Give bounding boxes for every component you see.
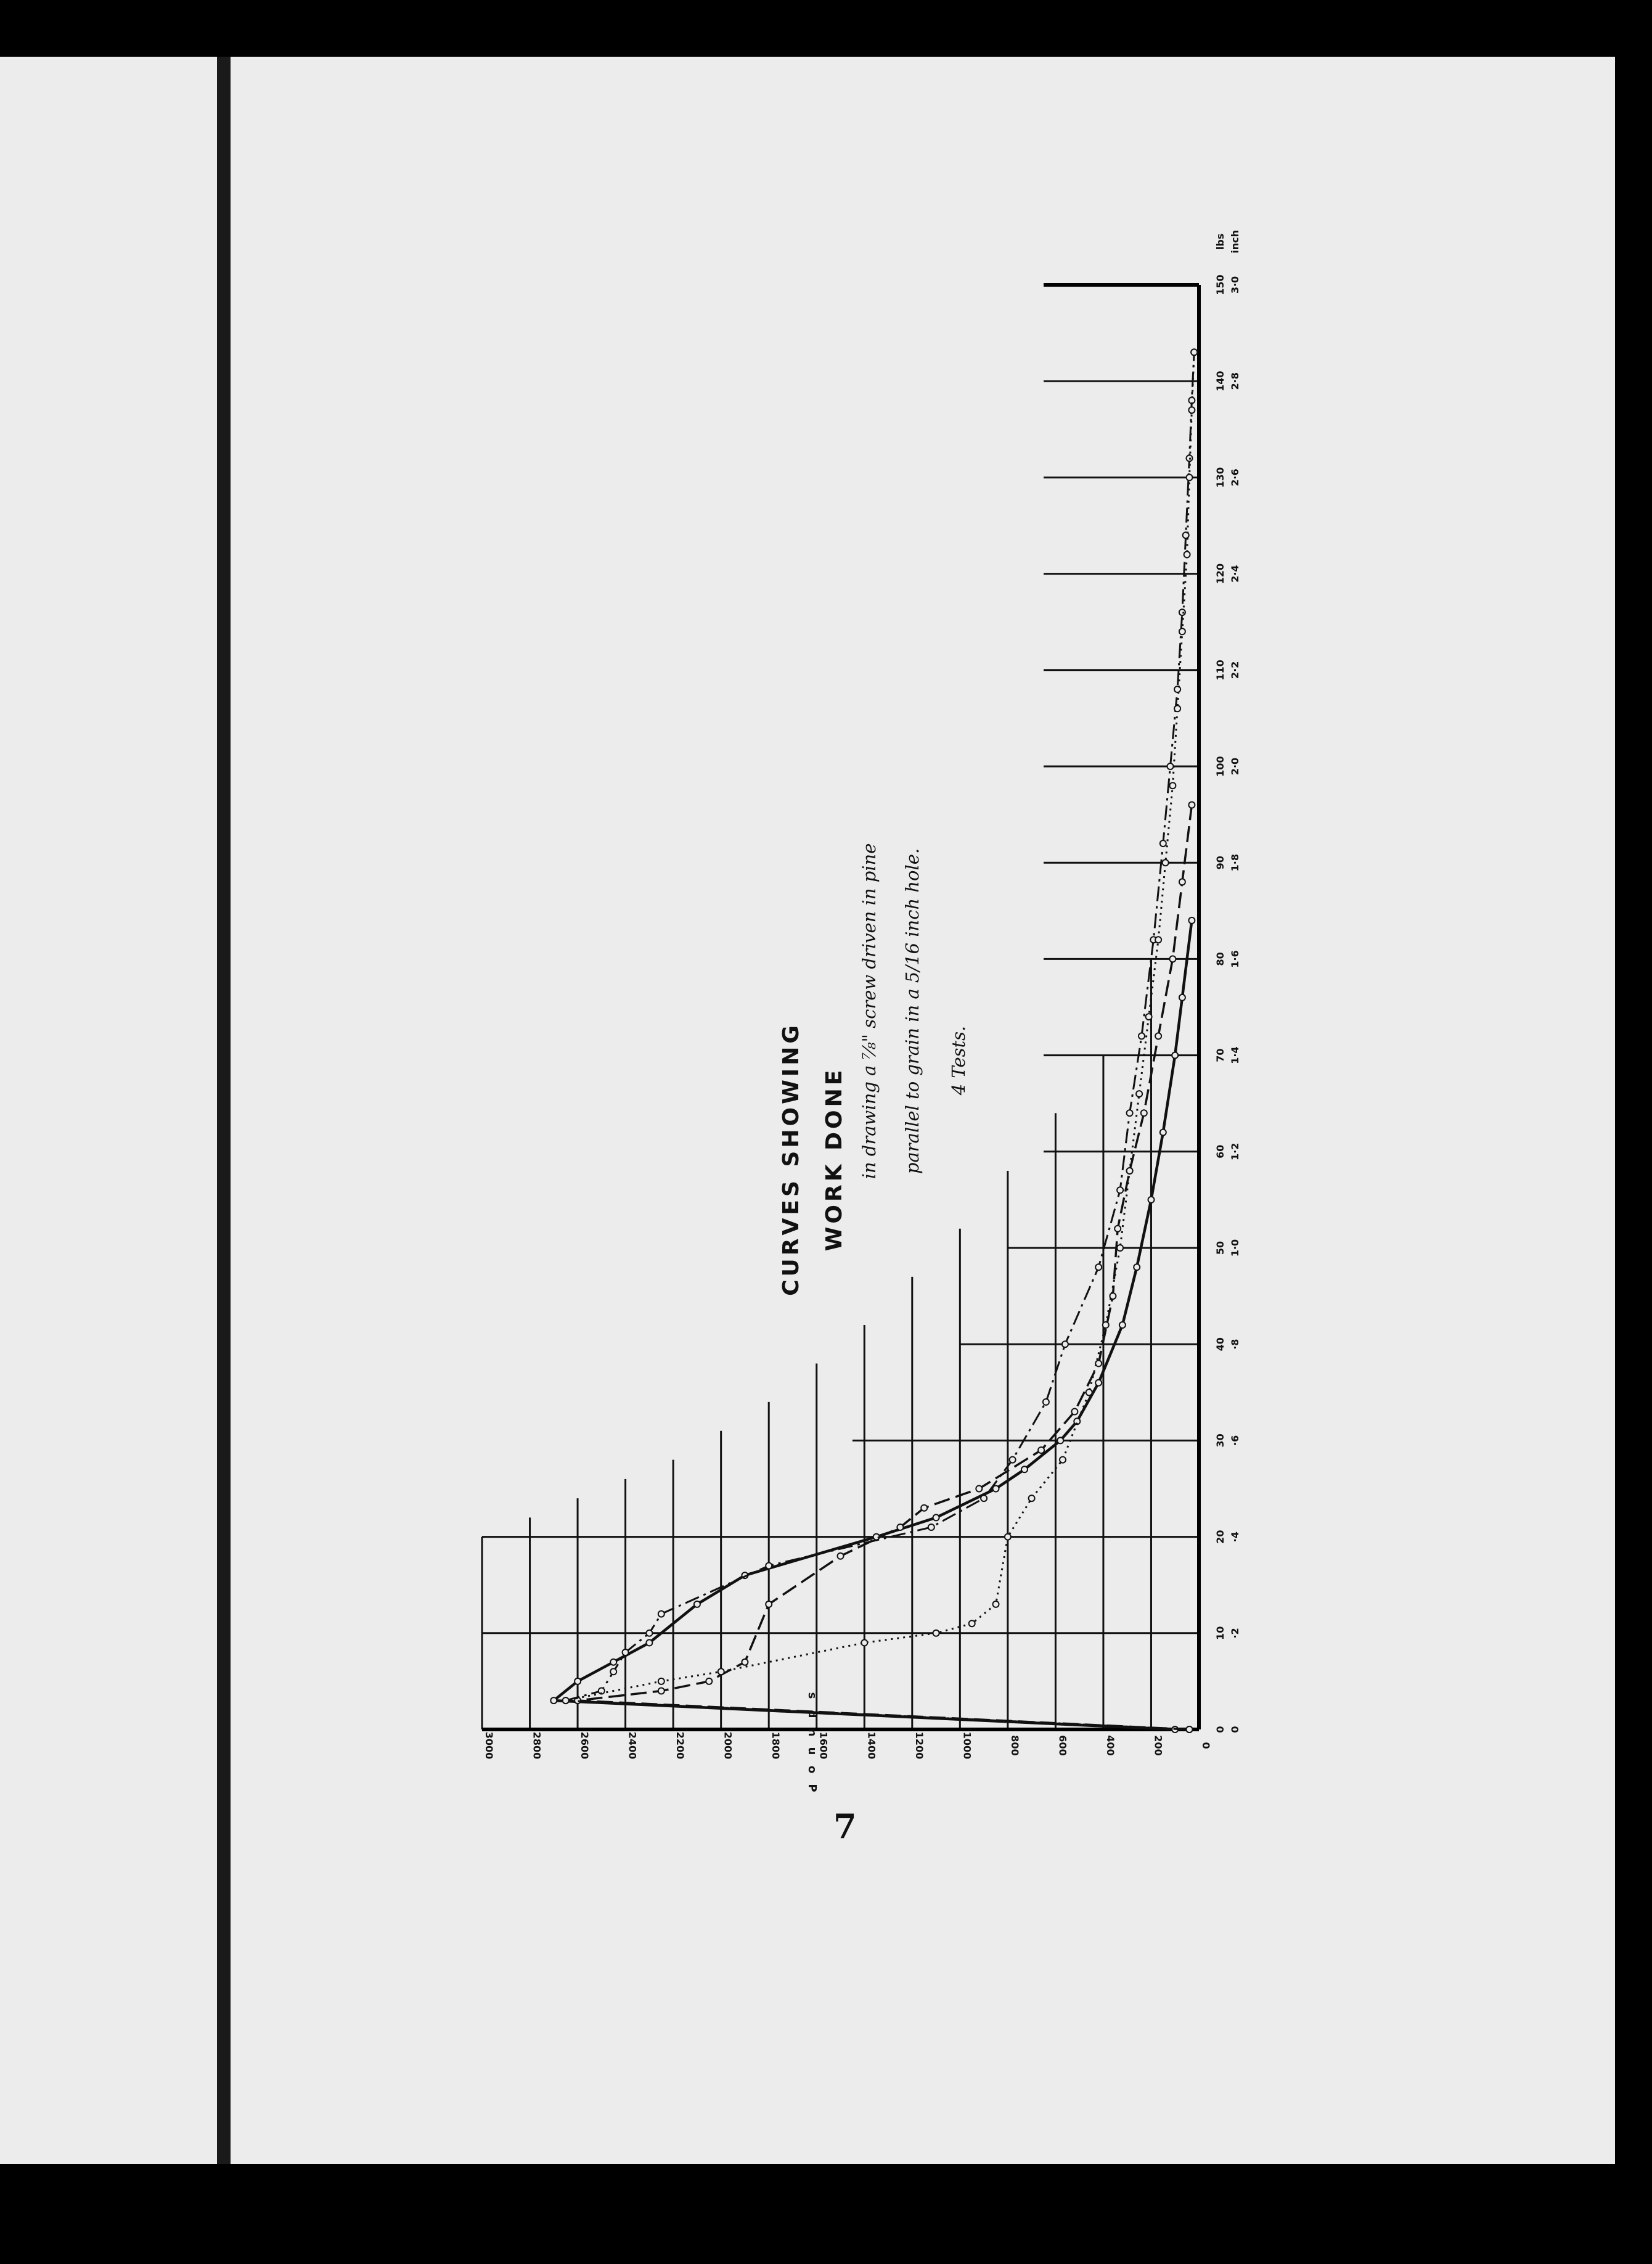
series-0-point-10 [1021, 1466, 1028, 1472]
y-tick-label-2600: 2600 [579, 1731, 591, 1760]
series-0-point-20 [1188, 917, 1195, 924]
x-tick-label-top-10: 10 [1214, 1626, 1226, 1640]
x-tick-label-bottom-14: 2·8 [1229, 372, 1241, 390]
x-tick-label-bottom-10: 2·0 [1229, 757, 1241, 776]
series-2-point-6 [658, 1611, 664, 1617]
series-0-point-5 [694, 1601, 700, 1607]
series-2-point-8 [928, 1524, 934, 1530]
series-3-point-16 [1146, 1014, 1152, 1020]
x-tick-label-top-130: 130 [1214, 467, 1226, 488]
series-1-point-6 [838, 1553, 844, 1559]
x-tick-label-bottom-13: 2·6 [1229, 469, 1241, 486]
chart-title-line-2: WORK DONE [822, 1067, 847, 1252]
series-2-point-19 [1167, 763, 1174, 769]
series-3-point-1 [563, 1697, 569, 1704]
x-tick-label-top-150: 150 [1214, 274, 1226, 295]
series-2-point-11 [1043, 1399, 1049, 1405]
series-1-point-9 [976, 1486, 982, 1492]
x-tick-label-top-40: 40 [1214, 1337, 1226, 1351]
series-2-point-5 [646, 1630, 652, 1636]
x-tick-label-bottom-1: ·2 [1229, 1628, 1241, 1639]
series-2-point-9 [981, 1495, 987, 1501]
series-3-point-23 [1187, 474, 1193, 480]
series-1-point-3 [706, 1678, 712, 1684]
series-3-point-6 [969, 1620, 975, 1626]
series-0-point-4 [646, 1639, 652, 1646]
x-tick-label-bottom-6: 1·2 [1229, 1142, 1241, 1160]
x-tick-label-top-70: 70 [1214, 1048, 1226, 1062]
x-tick-label-bottom-7: 1·4 [1229, 1046, 1241, 1064]
y-tick-label-800: 800 [1008, 1735, 1021, 1756]
x-tick-label-top-20: 20 [1214, 1530, 1226, 1544]
chart-title-group [779, 843, 969, 1296]
series-2-point-18 [1160, 840, 1166, 847]
series-3-point-20 [1174, 705, 1180, 712]
y-tick-label-1800: 1800 [770, 1731, 782, 1760]
y-tick-label-2200: 2200 [674, 1731, 687, 1760]
series-2-point-13 [1095, 1264, 1102, 1270]
series-1-point-17 [1155, 1033, 1161, 1039]
series-0-point-16 [1148, 1197, 1155, 1203]
y-axis-label-letter-1: o [806, 1765, 819, 1774]
series-1-point-7 [897, 1524, 903, 1530]
series-3-point-22 [1184, 551, 1190, 557]
x-tick-label-bottom-4: ·8 [1229, 1339, 1241, 1350]
series-3-point-25 [1191, 349, 1197, 355]
series-0-point-18 [1172, 1052, 1178, 1059]
series-3-point-24 [1188, 407, 1195, 413]
x-unit-label-bottom: inch [1229, 230, 1241, 253]
x-tick-label-top-120: 120 [1214, 563, 1226, 584]
x-tick-label-bottom-8: 1·6 [1229, 950, 1241, 968]
y-tick-label-200: 200 [1152, 1735, 1164, 1756]
y-tick-label-1200: 1200 [913, 1731, 925, 1760]
series-1-point-4 [742, 1659, 748, 1665]
series-0-point-1 [550, 1697, 557, 1704]
series-1-point-10 [1038, 1447, 1044, 1453]
series-2-point-15 [1127, 1110, 1133, 1116]
series-1-point-18 [1169, 956, 1176, 962]
series-1-point-19 [1179, 879, 1185, 885]
y-tick-label-600: 600 [1057, 1735, 1069, 1756]
series-2-point-12 [1062, 1341, 1068, 1347]
chart-subtitle-line-2: parallel to grain in a 5/16 inch hole. [902, 848, 923, 1175]
x-unit-label-top: lbs [1214, 233, 1226, 250]
x-tick-label-top-60: 60 [1214, 1144, 1226, 1159]
y-tick-label-1400: 1400 [865, 1731, 878, 1760]
series-3-point-15 [1136, 1091, 1142, 1097]
series-3-point-18 [1163, 859, 1169, 866]
series-1-point-2 [658, 1688, 664, 1694]
x-tick-label-bottom-9: 1·8 [1229, 854, 1241, 872]
series-2-point-3 [610, 1668, 616, 1675]
x-tick-label-top-90: 90 [1214, 856, 1226, 870]
x-tick-label-bottom-2: ·4 [1229, 1531, 1241, 1543]
series-3-point-5 [933, 1630, 939, 1636]
series-0-point-3 [610, 1659, 616, 1665]
series-0-point-17 [1160, 1130, 1166, 1136]
chart-note: 4 Tests. [948, 1025, 969, 1096]
y-tick-label-3000: 3000 [483, 1731, 495, 1760]
series-line-2 [566, 352, 1194, 1729]
series-0-point-13 [1095, 1380, 1102, 1386]
series-3-point-13 [1117, 1245, 1123, 1251]
x-tick-label-bottom-0: 0 [1229, 1726, 1241, 1733]
y-tick-label-2400: 2400 [626, 1731, 639, 1760]
y-tick-label-0: 0 [1200, 1742, 1212, 1749]
series-3-point-12 [1103, 1322, 1109, 1328]
series-1-point-8 [921, 1505, 927, 1511]
series-3-point-17 [1155, 937, 1161, 943]
series-2-point-21 [1179, 609, 1185, 615]
series-3-point-0 [1187, 1726, 1193, 1733]
y-axis-label-letter-5: s [806, 1692, 819, 1699]
x-tick-label-top-100: 100 [1214, 756, 1226, 777]
series-1-point-11 [1071, 1409, 1077, 1415]
series-0-point-19 [1179, 995, 1185, 1001]
x-tick-label-bottom-5: 1·0 [1229, 1239, 1241, 1257]
series-2-point-7 [766, 1563, 772, 1569]
series-0-point-14 [1119, 1322, 1126, 1328]
series-3-point-14 [1127, 1168, 1133, 1174]
series-0-point-11 [1057, 1437, 1063, 1443]
x-tick-label-top-110: 110 [1214, 660, 1226, 681]
series-3-point-7 [993, 1601, 999, 1607]
series-3-point-2 [658, 1678, 664, 1684]
x-tick-label-top-0: 0 [1214, 1726, 1226, 1733]
series-1-point-20 [1188, 802, 1195, 808]
y-axis-label-letter-4: d [806, 1710, 819, 1718]
x-tick-label-top-80: 80 [1214, 952, 1226, 966]
series-3-point-4 [861, 1639, 867, 1646]
page-number: 7 [833, 1807, 857, 1846]
series-3-point-3 [718, 1668, 724, 1675]
x-tick-label-top-50: 50 [1214, 1241, 1226, 1255]
y-tick-label-1000: 1000 [961, 1731, 973, 1760]
series-1-point-16 [1141, 1110, 1147, 1116]
x-tick-label-bottom-11: 2·2 [1229, 661, 1241, 679]
series-1-point-5 [766, 1601, 772, 1607]
x-tick-label-top-140: 140 [1214, 371, 1226, 392]
y-tick-label-400: 400 [1104, 1735, 1116, 1756]
series-0-point-15 [1134, 1264, 1140, 1270]
y-tick-label-1600: 1600 [817, 1731, 830, 1760]
y-axis-label-letter-0: P [806, 1784, 819, 1792]
series-3-point-8 [1005, 1534, 1011, 1540]
series-2-point-14 [1117, 1187, 1123, 1193]
y-tick-label-2800: 2800 [531, 1731, 543, 1760]
series-line-3 [566, 352, 1194, 1729]
chart-subtitle-line-1: in drawing a ⅞" screw driven in pine [859, 843, 880, 1179]
series-3-point-19 [1169, 782, 1176, 789]
y-tick-label-2000: 2000 [722, 1731, 734, 1760]
series-3-point-11 [1086, 1389, 1092, 1395]
series-2-point-16 [1139, 1033, 1145, 1039]
series-3-point-9 [1029, 1495, 1035, 1501]
x-tick-label-bottom-3: ·6 [1229, 1435, 1241, 1446]
series-0-point-2 [575, 1678, 581, 1684]
y-axis-label-letter-3: n [806, 1728, 819, 1737]
x-tick-label-top-30: 30 [1214, 1433, 1226, 1448]
series-3-point-10 [1060, 1457, 1066, 1463]
chart-title-line-1: CURVES SHOWING [779, 1022, 804, 1296]
series-2-point-4 [623, 1649, 629, 1655]
y-axis-label-letter-2: u [806, 1747, 819, 1755]
x-tick-label-bottom-12: 2·4 [1229, 565, 1241, 583]
series-1-point-14 [1114, 1226, 1121, 1232]
series-2-point-10 [1010, 1457, 1016, 1463]
series-0-point-8 [933, 1514, 939, 1520]
series-3-point-21 [1179, 628, 1185, 634]
x-tick-label-bottom-15: 3·0 [1229, 276, 1241, 294]
